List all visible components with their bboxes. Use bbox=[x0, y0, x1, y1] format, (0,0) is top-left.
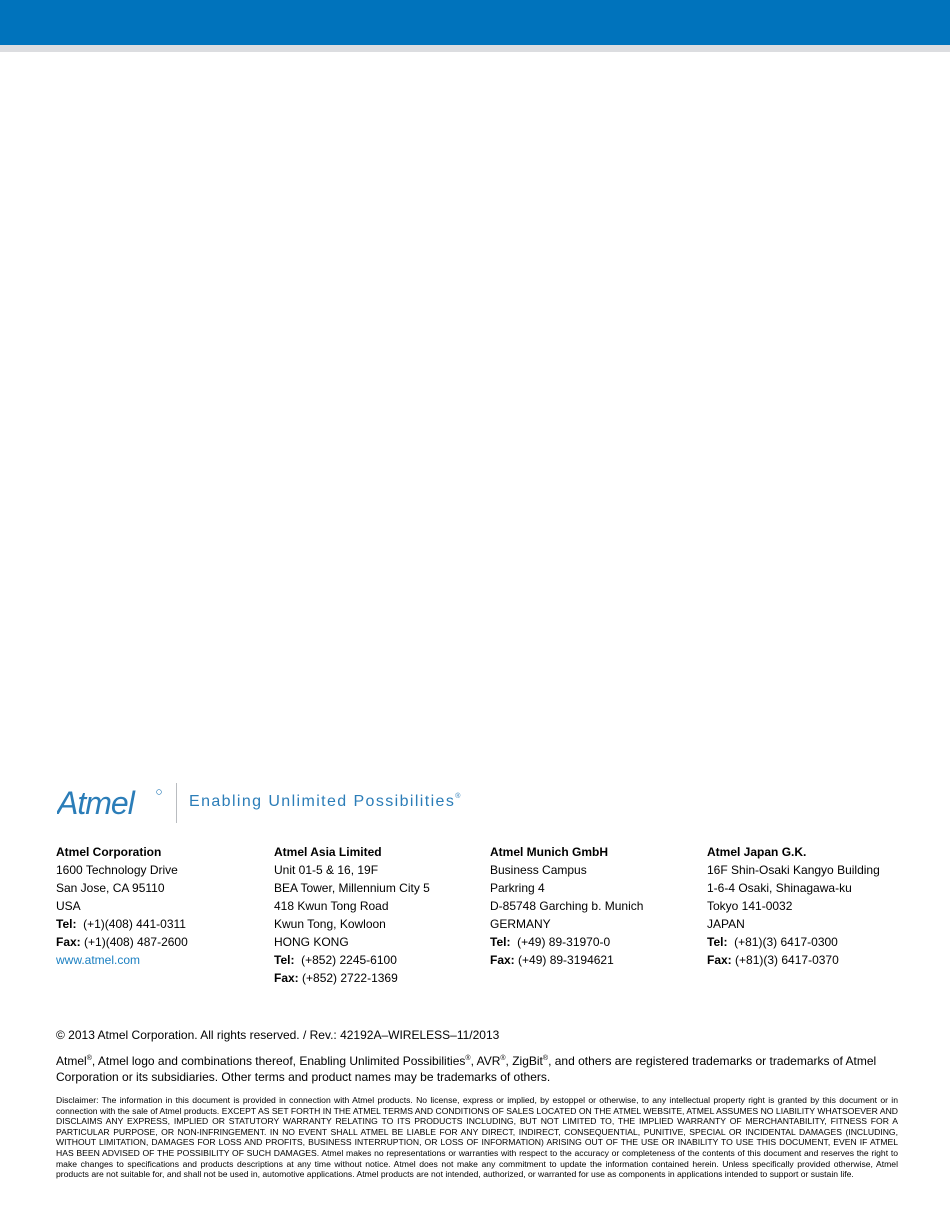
address-line: San Jose, CA 95110 bbox=[56, 881, 165, 895]
logo-wordmark: Atmel bbox=[57, 785, 134, 819]
tel-label: Tel: bbox=[56, 917, 77, 931]
office-name: Atmel Corporation bbox=[56, 845, 162, 859]
fax-line bbox=[56, 933, 188, 951]
fax-label: Fax: bbox=[274, 971, 299, 985]
office-name: Atmel Asia Limited bbox=[274, 845, 382, 859]
trademark-text: , and others are registered trademarks or trademarks of Atmel Corporation or its subsidiaries. Other terms and product names may be trademarks of others. bbox=[56, 1054, 877, 1084]
office-atmel-asia bbox=[274, 843, 430, 987]
trademark-text: , AVR bbox=[470, 1054, 501, 1068]
address-line: Business Campus bbox=[490, 863, 587, 877]
address-line: JAPAN bbox=[707, 917, 745, 931]
fax-number: (+852) 2722-1369 bbox=[302, 971, 398, 985]
logo-registered-icon bbox=[157, 790, 162, 795]
tel-number: (+852) 2245-6100 bbox=[301, 953, 397, 967]
tel-label: Tel: bbox=[707, 935, 728, 949]
address-line: HONG KONG bbox=[274, 935, 349, 949]
fax-label: Fax: bbox=[707, 953, 732, 967]
address-line: BEA Tower, Millennium City 5 bbox=[274, 881, 430, 895]
tel-number: (+1)(408) 441-0311 bbox=[83, 917, 186, 931]
trademark-text: , ZigBit bbox=[505, 1054, 543, 1068]
trademark-text: , Atmel logo and combinations thereof, Enabling Unlimited Possibilities bbox=[91, 1054, 466, 1068]
tel-label: Tel: bbox=[490, 935, 511, 949]
address-line: Unit 01-5 & 16, 19F bbox=[274, 863, 379, 877]
fax-number: (+1)(408) 487-2600 bbox=[84, 935, 188, 949]
registered-mark: ® bbox=[500, 1055, 506, 1062]
atmel-logo-mark bbox=[57, 785, 165, 819]
office-name: Atmel Munich GmbH bbox=[490, 845, 609, 859]
office-name: Atmel Japan G.K. bbox=[707, 845, 807, 859]
address-line: Kwun Tong, Kowloon bbox=[274, 917, 386, 931]
tel-number: (+81)(3) 6417-0300 bbox=[734, 935, 838, 949]
office-atmel-munich bbox=[490, 843, 643, 969]
office-atmel-corporation bbox=[56, 843, 188, 969]
office-atmel-japan bbox=[707, 843, 880, 969]
tel-line bbox=[707, 933, 880, 951]
fax-number: (+49) 89-3194621 bbox=[518, 953, 614, 967]
address-line: D-85748 Garching b. Munich bbox=[490, 899, 644, 913]
tel-line bbox=[490, 933, 643, 951]
address-line: 16F Shin-Osaki Kangyo Building bbox=[707, 863, 880, 877]
address-line: Tokyo 141-0032 bbox=[707, 899, 793, 913]
tagline bbox=[189, 793, 460, 811]
tel-label: Tel: bbox=[274, 953, 295, 967]
fax-number: (+81)(3) 6417-0370 bbox=[735, 953, 839, 967]
website-link[interactable]: www.atmel.com bbox=[56, 953, 141, 967]
fax-label: Fax: bbox=[56, 935, 81, 949]
trademark-text: Atmel bbox=[56, 1054, 87, 1068]
tagline-text: Enabling Unlimited Possibilities bbox=[189, 793, 456, 810]
tel-number: (+49) 89-31970-0 bbox=[517, 935, 611, 949]
registered-mark: ® bbox=[465, 1055, 471, 1062]
address-line: Parkring 4 bbox=[490, 881, 545, 895]
header-band bbox=[0, 0, 950, 45]
address-line: 1600 Technology Drive bbox=[56, 863, 178, 877]
fax-label: Fax: bbox=[490, 953, 515, 967]
atmel-logo bbox=[57, 781, 517, 825]
registered-mark: ® bbox=[86, 1055, 92, 1062]
tel-line bbox=[56, 915, 188, 933]
disclaimer: Disclaimer: The information in this document is provided in connection with Atmel products. No license, express or implied, by estoppel or otherwise, to any intellectual property right is granted by this document or in connection with the sale of Atmel products. EXCEPT AS SET FORTH IN THE ATMEL TERMS AND CONDITIONS OF SALES LOCATED ON THE ATMEL WEBSITE, ATMEL ASSUMES NO LIABILITY WHATSOEVER AND DISCLAIMS ANY EXPRESS, IMPLIED OR STATUTORY WARRANTY RELATING TO ITS PRODUCTS INCLUDING, BUT NOT LIMITED TO, THE IMPLIED WARRANTY OF MERCHANTABILITY, FITNESS FOR A PARTICULAR PURPOSE, OR NON-INFRINGEMENT. IN NO EVENT SHALL ATMEL BE LIABLE FOR ANY DIRECT, INDIRECT, CONSEQUENTIAL, PUNITIVE, SPECIAL OR INCIDENTAL DAMAGES (INCLUDING, WITHOUT LIMITATION, DAMAGES FOR LOSS AND PROFITS, BUSINESS INTERRUPTION, OR LOSS OF INFORMATION) ARISING OUT OF THE USE OR INABILITY TO USE THIS DOCUMENT, EVEN IF ATMEL HAS BEEN ADVISED OF THE POSSIBILITY OF SUCH DAMAGES. Atmel makes no representations or warranties with respect to the accuracy or completeness of the contents of this document and reserves the right to make changes to specifications and products descriptions at any time without notice. Atmel does not make any commitment to update the information contained herein. Unless specifically provided otherwise, Atmel products are not suitable for, and shall not be used in, automotive applications. Atmel products are not intended, authorized, or warranted for use as components in applications intended to support or sustain life. bbox=[56, 1095, 898, 1180]
fax-line bbox=[274, 969, 430, 987]
registered-mark: ® bbox=[542, 1055, 549, 1062]
header-rule bbox=[0, 45, 950, 52]
address-line: 418 Kwun Tong Road bbox=[274, 899, 389, 913]
logo-divider bbox=[176, 783, 177, 823]
tagline-registered: ® bbox=[455, 793, 461, 800]
tel-line bbox=[274, 951, 430, 969]
address-line: GERMANY bbox=[490, 917, 551, 931]
copyright-line: © 2013 Atmel Corporation. All rights reserved. / Rev.: 42192A–WIRELESS–11/2013 bbox=[56, 1028, 500, 1042]
fax-line bbox=[707, 951, 880, 969]
address-line: USA bbox=[56, 899, 81, 913]
trademark-notice bbox=[56, 1051, 906, 1085]
address-line: 1-6-4 Osaki, Shinagawa-ku bbox=[707, 881, 852, 895]
fax-line bbox=[490, 951, 643, 969]
